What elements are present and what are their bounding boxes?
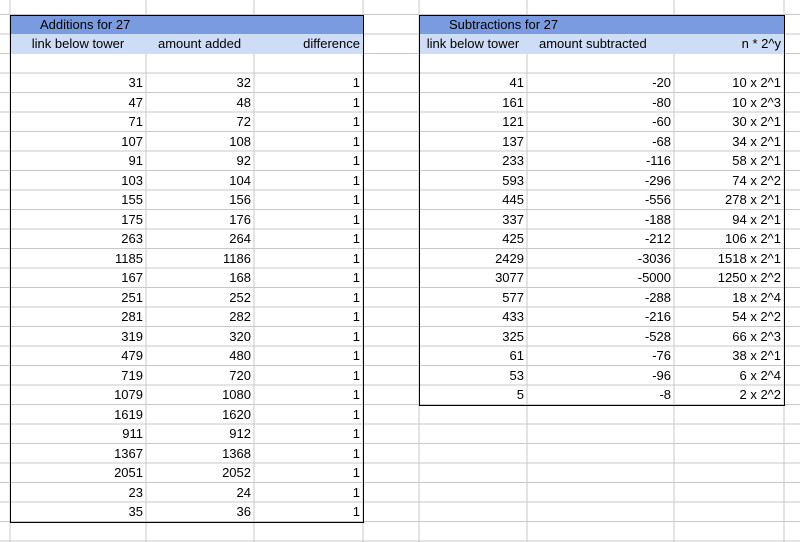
subtractions-cell[interactable]: 18 x 2^4 (732, 289, 781, 305)
additions-cell[interactable]: 1367 (114, 445, 143, 461)
additions-cell[interactable]: 71 (128, 114, 143, 129)
subtractions-cell[interactable]: 445 (502, 192, 524, 207)
additions-cell[interactable]: 252 (229, 289, 251, 305)
additions-cell[interactable]: 1 (352, 406, 360, 422)
subtractions-cell[interactable]: 66 x 2^3 (732, 328, 781, 344)
additions-cell[interactable]: 1080 (222, 387, 251, 402)
subtractions-cell[interactable]: -20 (652, 75, 671, 90)
additions-cell[interactable]: 31 (128, 75, 143, 90)
subtractions-cell[interactable]: 2429 (495, 250, 524, 266)
subtractions-cell[interactable]: -5000 (637, 270, 671, 285)
additions-cell[interactable]: 1 (352, 504, 360, 519)
subtractions-cell[interactable]: -96 (652, 367, 671, 383)
additions-cell[interactable]: 1619 (114, 406, 143, 422)
additions-table-title: Additions for 27 (10, 15, 363, 35)
subtractions-cell[interactable]: 233 (502, 153, 524, 168)
additions-cell[interactable]: 24 (236, 484, 251, 500)
additions-cell[interactable]: 1620 (222, 406, 251, 422)
subtractions-cell[interactable]: 425 (502, 231, 524, 246)
additions-cell[interactable]: 156 (229, 192, 251, 207)
additions-cell[interactable]: 1 (352, 94, 360, 110)
subtractions-cell[interactable]: 54 x 2^2 (732, 309, 781, 324)
additions-cell[interactable]: 167 (121, 270, 143, 285)
additions-cell[interactable]: 1368 (222, 445, 251, 461)
subtractions-cell[interactable]: -60 (652, 114, 671, 129)
additions-cell[interactable]: 480 (229, 348, 251, 363)
additions-cell[interactable]: 72 (236, 114, 251, 129)
additions-cell[interactable]: 103 (121, 172, 143, 188)
subtractions-cell[interactable]: 74 x 2^2 (732, 172, 781, 188)
subtractions-cell[interactable]: 5 (516, 387, 524, 402)
additions-cell[interactable]: 23 (128, 484, 143, 500)
subtractions-cell[interactable]: 337 (502, 211, 524, 227)
subtractions-cell[interactable]: -556 (644, 192, 671, 207)
subtractions-cell[interactable]: 94 x 2^1 (732, 211, 781, 227)
subtractions-cell[interactable]: -288 (644, 289, 671, 305)
subtractions-cell[interactable]: -216 (644, 309, 671, 324)
additions-cell[interactable]: 107 (121, 133, 143, 149)
additions-cell[interactable]: 1 (352, 328, 360, 344)
additions-cell[interactable]: 720 (229, 367, 251, 383)
additions-cell[interactable]: 176 (229, 211, 251, 227)
additions-cell[interactable]: 155 (121, 192, 143, 207)
subtractions-cell[interactable]: 41 (509, 75, 524, 90)
subtractions-cell[interactable]: 593 (502, 172, 524, 188)
additions-cell[interactable]: 1 (352, 114, 360, 129)
subtractions-cell[interactable]: -76 (652, 348, 671, 363)
additions-cell[interactable]: 47 (128, 94, 143, 110)
additions-cell[interactable]: 1186 (223, 250, 251, 266)
subtractions-cell[interactable]: 2 x 2^2 (739, 387, 781, 402)
additions-cell[interactable]: 48 (236, 94, 251, 110)
additions-cell[interactable]: 108 (229, 133, 251, 149)
additions-header-1: amount added (146, 34, 254, 54)
subtractions-header-0: link below tower (419, 34, 527, 54)
subtractions-cell[interactable]: 10 x 2^3 (732, 94, 781, 110)
subtractions-cell[interactable]: 278 x 2^1 (725, 192, 781, 207)
additions-header-2: difference (254, 34, 363, 54)
subtractions-cell[interactable]: 38 x 2^1 (732, 348, 781, 363)
subtractions-table-border (419, 15, 785, 406)
additions-cell[interactable]: 2051 (114, 465, 143, 480)
additions-cell[interactable]: 35 (128, 504, 143, 519)
subtractions-cell[interactable]: 106 x 2^1 (725, 231, 781, 246)
additions-cell[interactable]: 264 (229, 231, 251, 246)
additions-cell[interactable]: 282 (229, 309, 251, 324)
subtractions-cell[interactable]: 58 x 2^1 (732, 153, 781, 168)
additions-cell[interactable]: 912 (229, 426, 251, 441)
subtractions-cell[interactable]: -296 (644, 172, 671, 188)
additions-table-border (10, 15, 364, 523)
subtractions-cell[interactable]: -116 (645, 153, 671, 168)
additions-cell[interactable]: 320 (229, 328, 251, 344)
additions-cell[interactable]: 319 (121, 328, 143, 344)
subtractions-cell[interactable]: 1518 x 2^1 (717, 250, 781, 266)
subtractions-header-2: n * 2^y (674, 34, 784, 54)
additions-cell[interactable]: 911 (122, 426, 143, 441)
additions-cell[interactable]: 1 (352, 426, 360, 441)
additions-cell[interactable]: 263 (121, 231, 143, 246)
additions-cell[interactable]: 1 (352, 445, 360, 461)
additions-cell[interactable]: 1 (352, 387, 360, 402)
additions-cell[interactable]: 104 (229, 172, 251, 188)
subtractions-cell[interactable]: 6 x 2^4 (739, 367, 781, 383)
additions-cell[interactable]: 1 (352, 270, 360, 285)
additions-cell[interactable]: 175 (121, 211, 143, 227)
additions-cell[interactable]: 1 (352, 309, 360, 324)
additions-cell[interactable]: 1 (352, 348, 360, 363)
additions-cell[interactable]: 1 (352, 153, 360, 168)
subtractions-cell[interactable]: 161 (502, 94, 524, 110)
subtractions-cell[interactable]: 577 (502, 289, 524, 305)
subtractions-cell[interactable]: 1250 x 2^2 (717, 270, 781, 285)
additions-cell[interactable]: 1 (352, 367, 360, 383)
subtractions-cell[interactable]: 53 (509, 367, 524, 383)
additions-cell[interactable]: 91 (128, 153, 143, 168)
additions-cell[interactable]: 1 (352, 192, 360, 207)
subtractions-cell[interactable]: 61 (509, 348, 524, 363)
additions-cell[interactable]: 479 (121, 348, 143, 363)
subtractions-cell[interactable]: -80 (652, 94, 671, 110)
subtractions-header-1: amount subtracted (527, 34, 674, 54)
additions-cell[interactable]: 168 (229, 270, 251, 285)
additions-header-0: link below tower (10, 34, 146, 54)
additions-cell[interactable]: 1 (352, 289, 360, 305)
additions-cell[interactable]: 1079 (114, 387, 143, 402)
subtractions-cell[interactable]: -68 (652, 133, 671, 149)
additions-cell[interactable]: 1185 (115, 250, 143, 266)
additions-cell[interactable]: 1 (352, 484, 360, 500)
additions-cell[interactable]: 1 (352, 211, 360, 227)
additions-cell[interactable]: 92 (236, 153, 251, 168)
additions-cell[interactable]: 36 (236, 504, 251, 519)
additions-cell[interactable]: 1 (352, 133, 360, 149)
additions-cell[interactable]: 1 (352, 75, 360, 90)
subtractions-cell[interactable]: 10 x 2^1 (732, 75, 781, 90)
subtractions-cell[interactable]: -212 (644, 231, 671, 246)
subtractions-cell[interactable]: 34 x 2^1 (732, 133, 781, 149)
subtractions-cell[interactable]: 433 (502, 309, 524, 324)
subtractions-cell[interactable]: 325 (502, 328, 524, 344)
additions-cell[interactable]: 719 (121, 367, 143, 383)
additions-cell[interactable]: 1 (352, 465, 360, 480)
additions-cell[interactable]: 281 (121, 309, 143, 324)
additions-cell[interactable]: 1 (352, 172, 360, 188)
subtractions-cell[interactable]: -528 (644, 328, 671, 344)
subtractions-cell[interactable]: 3077 (495, 270, 524, 285)
subtractions-cell[interactable]: 121 (502, 114, 524, 129)
subtractions-cell[interactable]: -3036 (637, 250, 671, 266)
subtractions-cell[interactable]: -8 (659, 387, 671, 402)
additions-cell[interactable]: 1 (352, 231, 360, 246)
additions-cell[interactable]: 251 (121, 289, 143, 305)
subtractions-cell[interactable]: -188 (644, 211, 671, 227)
subtractions-cell[interactable]: 137 (502, 133, 524, 149)
additions-cell[interactable]: 32 (236, 75, 251, 90)
subtractions-cell[interactable]: 30 x 2^1 (732, 114, 781, 129)
subtractions-table-title: Subtractions for 27 (419, 15, 784, 35)
additions-cell[interactable]: 1 (352, 250, 360, 266)
additions-cell[interactable]: 2052 (222, 465, 251, 480)
